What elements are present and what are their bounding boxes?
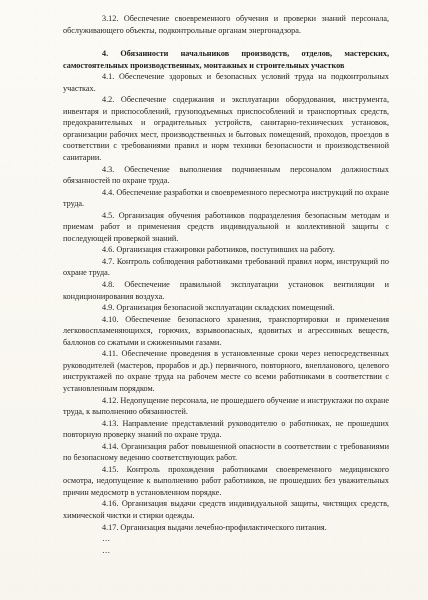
document-paragraph-3-12: 3.12. Обеспечение своевременного обучения и проверки знаний персонала, обслуживающего объекты, подконтрольные органам энергонадзора. — [63, 14, 389, 35]
document-item-4-11: 4.11. Обеспечение проведения в установленные сроки через непосредственных руководителей (мастеров, прорабов и др.) первичного, повторного, внепланового, целевого инструктажей по охране труда на рабочем месте со всеми работниками в соответствии с установленным порядком. — [63, 349, 389, 393]
document-ellipsis-1: … — [102, 534, 111, 544]
document-ellipsis-2: … — [102, 545, 111, 555]
document-item-4-15: 4.15. Контроль прохождения работниками своевременного медицинского осмотра, недопущение к выполнению работ работников, не прошедших без уважительных причин медосмотр в установленном порядке. — [63, 464, 389, 497]
document-text — [63, 13, 389, 556]
section-heading-4: 4. Обязанности начальников производств, отделов, мастерских, самостоятельных производственных, монтажных и строительных участков — [63, 49, 389, 70]
document-item-4-17: 4.17. Организация выдачи лечебно-профилактического питания. — [102, 522, 327, 532]
document-item-4-5: 4.5. Организация обучения работников подразделения безопасным методам и приемам работ и применения средств индивидуальной и коллективной защиты с последующей проверкой знаний. — [63, 210, 389, 243]
document-item-4-7: 4.7. Контроль соблюдения работниками требований правил норм, инструкций по охране труда. — [63, 256, 389, 278]
document-item-4-14: 4.14. Организация работ повышенной опасности в соответствии с требованиями по безопасному ведению соответствующих работ. — [63, 441, 389, 463]
document-item-4-12: 4.12. Недопущение персонала, не прошедшего обучение и инструктажи по охране труда, к выполнению обязанностей. — [63, 395, 389, 417]
document-item-4-8: 4.8. Обеспечение правильной эксплуатации установок вентиляции и кондиционирования воздуха. — [63, 280, 389, 301]
document-item-4-10: 4.10. Обеспечение безопасного хранения, транспортировки и применения легковоспламеняющихся, горючих, взрывоопасных, ядовитых и агрессивных веществ, баллонов со сжатыми и сжиженными газами. — [63, 314, 389, 347]
document-item-4-4: 4.4. Обеспечение разработки и своевременного пересмотра инструкций по охране труда. — [63, 187, 389, 209]
document-item-4-6: 4.6. Организация стажировки работников, поступивших на работу. — [102, 245, 335, 255]
document-item-4-3: 4.3. Обеспечение выполнения подчиненным персоналом должностных обязанностей по охране труда. — [63, 164, 389, 186]
document-item-4-2: 4.2. Обеспечение содержания и эксплуатации оборудования, инструмента, инвентаря и приспособлений, грузоподъемных приспособлений и транспортных средств, предохранительных и оградительных устройств, санитарно-технических установок, организации рабочих мест, производственных и бытовых помещений, проходов, проездов в соответствии с требованиями правил и норм техники безопасности и производственной санитарии. — [63, 95, 389, 163]
document-item-4-13: 4.13. Направление представлений руководителю о работниках, не прошедших повторную проверку знаний по охране труда. — [63, 418, 389, 440]
document-item-4-16: 4.16. Организация выдачи средств индивидуальной защиты, чистящих средств, химической чистки и стирки одежды. — [63, 499, 389, 520]
document-item-4-9: 4.9. Организация безопасной эксплуатации складских помещений. — [102, 303, 335, 313]
document-item-4-1: 4.1. Обеспечение здоровых и безопасных условий труда на подконтрольных участках. — [63, 72, 389, 93]
